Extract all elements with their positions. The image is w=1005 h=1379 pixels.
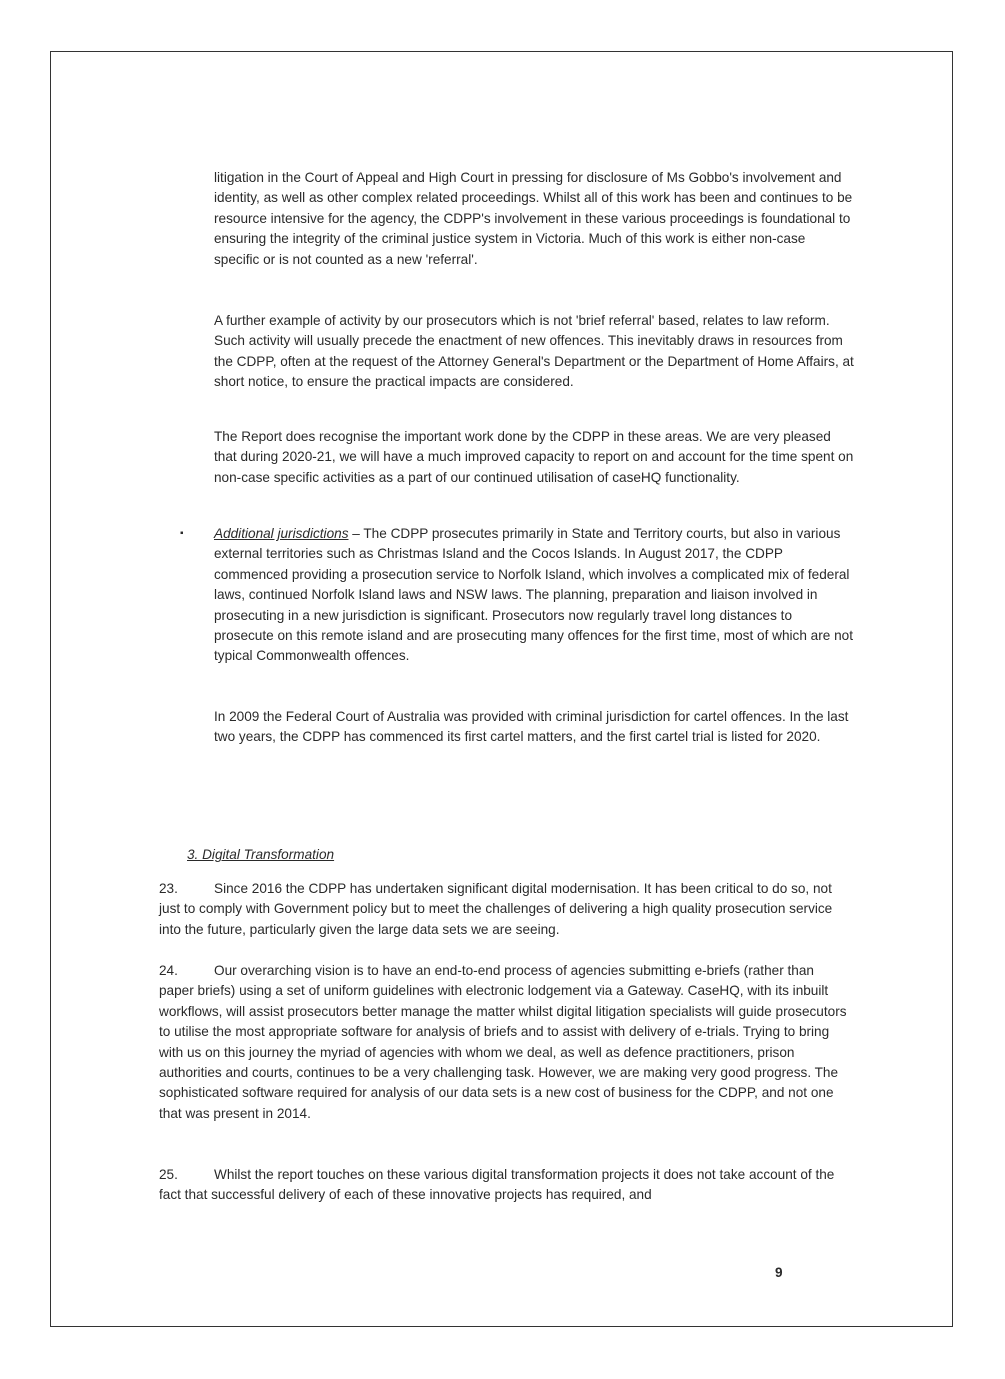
paragraph-text: Whilst the report touches on these various digital transformation projects it does not take account of the fact that successful delivery of each of these innovative projects has required, and [159,1167,835,1203]
page-number: 9 [775,1265,783,1280]
bullet-marker: ▪ [180,528,184,539]
bullet-title: Additional jurisdictions [214,526,349,541]
continuation-paragraph-2: A further example of activity by our prosecutors which is not 'brief referral' based, relates to law reform. Such activity will usually precede the enactment of new offences. This inevitably draws in resources from the CDPP, often at the request of the Attorney General's Department or the Department of Home Affairs, at short notice, to ensure the practical impacts are considered. [214,313,854,390]
bullet-paragraph-2: In 2009 the Federal Court of Australia was provided with criminal jurisdiction for cartel offences. In the last two years, the CDPP has commenced its first cartel matters, and the first cartel trial is listed for 2020. [214,709,849,745]
bullet-paragraph [214,524,854,667]
numbered-paragraph-23 [159,879,849,940]
bullet-text: – The CDPP prosecutes primarily in State and Territory courts, but also in various external territories such as Christmas Island and the Cocos Islands. In August 2017, the CDPP commenced providing a prosecution service to Norfolk Island, which involves a complicated mix of federal laws, continued Norfolk Island laws and NSW laws. The planning, preparation and liaison involved in prosecuting in a new jurisdiction is significant. Prosecutors now regularly travel long distances to prosecute on this remote island and are prosecuting many offences for the first time, most of which are not typical Commonwealth offences. [214,526,853,664]
numbered-paragraph-25 [159,1165,849,1206]
paragraph-number: 23. [159,881,178,896]
paragraph-number: 25. [159,1167,178,1182]
paragraph-text: Our overarching vision is to have an end-to-end process of agencies submitting e-briefs (rather than paper briefs) using a set of uniform guidelines with electronic lodgement via a Gateway. CaseHQ, with its inbuilt workflows, will assist prosecutors better manage the matter whilst digital litigation specialists will guide prosecutors to utilise the most appropriate software for analysis of briefs and to assist with delivery of e-trials. Trying to bring with us on this journey the myriad of agencies with whom we deal, as well as defence practitioners, prison authorities and courts, continues to be a very challenging task. However, we are making very good progress. The sophisticated software required for analysis of our data sets is a new cost of business for the CDPP, and not one that was present in 2014. [159,963,847,1121]
section-heading: 3. Digital Transformation [187,847,335,862]
paragraph-number: 24. [159,963,178,978]
continuation-paragraph-3: The Report does recognise the important work done by the CDPP in these areas. We are very pleased that during 2020-21, we will have a much improved capacity to report on and account for the time spent on non-case specific activities as a part of our continued utilisation of caseHQ functionality. [214,429,854,485]
numbered-paragraph-24 [159,961,849,1124]
continuation-paragraph-1: litigation in the Court of Appeal and High Court in pressing for disclosure of Ms Gobbo's involvement and identity, as well as other complex related proceedings. Whilst all of this work has been and continues to be resource intensive for the agency, the CDPP's involvement in these various proceedings is foundational to ensuring the integrity of the criminal justice system in Victoria. Much of this work is either non-case specific or is not counted as a new 'referral'. [214,170,853,267]
paragraph-text: Since 2016 the CDPP has undertaken significant digital modernisation. It has been critical to do so, not just to comply with Government policy but to meet the challenges of delivering a high quality prosecution service into the future, particularly given the large data sets we are seeing. [159,881,833,937]
